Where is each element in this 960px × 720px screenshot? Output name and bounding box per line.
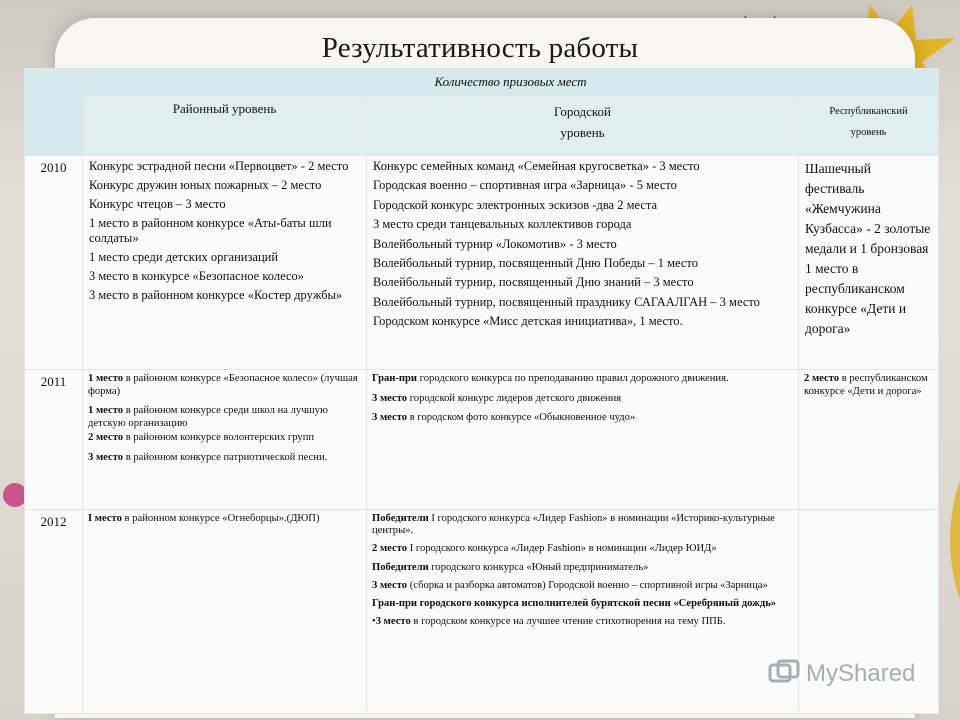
level-district-label: Районный уровень: [172, 101, 277, 116]
list-item: 2 место в районном конкурсе волонтерских групп: [88, 432, 315, 444]
list-item: Волейбольный турнир, посвященный празднику САГААЛГАН – 3 место: [373, 294, 760, 309]
leaf-right-edge-image: [938, 480, 960, 600]
list-item: Волейбольный турнир «Локомотив» - 3 место: [373, 236, 617, 251]
district-cell: [83, 156, 367, 370]
district-cell: [83, 510, 367, 714]
list-item: 1 место в районном конкурсе «Безопасное колесо» (лучшая форма): [88, 373, 358, 397]
list-item: Конкурс эстрадной песни «Первоцвет» - 2 место: [89, 159, 349, 173]
table-row: [25, 156, 939, 370]
list-item: 1 место в районном конкурсе среди школ на лучшую детскую организацию: [88, 405, 328, 429]
list-item: 2 место в республиканском конкурсе «Дети и дорога»: [804, 373, 928, 397]
list-item: Конкурс дружин юных пожарных – 2 место: [89, 178, 322, 192]
republic-cell: [799, 370, 939, 510]
level-republic-label: Республиканский уровень: [829, 106, 908, 138]
list-item: Волейбольный турнир, посвященный Дню знаний – 3 место: [373, 275, 694, 290]
list-item: 3 место в районном конкурсе «Костер дружбы»: [89, 288, 343, 302]
myshared-logo-icon: [768, 659, 800, 689]
list-item: 3 место в городском фото конкурсе «Обыкновенное чудо»: [372, 412, 636, 424]
level-city-cell: [367, 97, 799, 156]
city-cell: [367, 370, 799, 510]
list-item: Победители I городского конкурса «Лидер Fashion» в номинации «Историко-культурные центры».: [372, 513, 775, 537]
table-row: [25, 370, 939, 510]
list-item: Городском конкурсе «Мисс детская инициатива», 1 место.: [373, 314, 683, 329]
city-cell: [367, 510, 799, 714]
year-cell: 2010: [25, 156, 83, 370]
list-item: 1 место среди детских организаций: [89, 250, 279, 264]
slide-title: Результативность работы: [321, 32, 639, 64]
list-item: Городская военно – спортивная игра «Зарница» - 5 место: [373, 178, 677, 193]
list-item: 1 место в районном конкурсе «Аты-баты шли солдаты»: [89, 216, 332, 245]
level-republic-cell: [799, 97, 939, 156]
list-item: 2 место I городского конкурса «Лидер Fashion» в номинации «Лидер ЮИД»: [372, 543, 717, 555]
list-item: I место в районном конкурсе «Огнеборцы».(ДЮП): [88, 513, 320, 524]
level-city-label: Городской уровень: [554, 104, 611, 140]
list-item: •3 место в городском конкурсе на лучшее чтение стихотворения на тему ППБ.: [372, 616, 726, 628]
list-item: Конкурс семейных команд «Семейная кругосветка» - 3 место: [373, 159, 700, 173]
list-item: Городской конкурс электронных эскизов -два 2 места: [373, 197, 658, 212]
year-cell: 2011: [25, 370, 83, 510]
myshared-watermark: [768, 656, 938, 696]
list-item: 3 место среди танцевальных коллективов города: [373, 217, 632, 232]
table-header-title: Количество призовых мест: [83, 69, 939, 97]
republic-cell: Шашечный фестиваль «Жемчужина Кузбасса» - 2 золотые медали и 1 бронзовая 1 место в республиканском конкурсе «Дети и дорога»: [799, 156, 939, 370]
city-cell: [367, 156, 799, 370]
list-item: 3 место в конкурсе «Безопасное колесо»: [89, 269, 305, 283]
list-item: 3 место городской конкурс лидеров детского движения: [372, 392, 622, 404]
list-item: Победители городского конкурса «Юный предприниматель»: [372, 561, 649, 573]
list-item: Гран-при городского конкурса исполнителей бурятской песни «Серебряный дождь»: [372, 598, 777, 610]
list-item: 3 место (сборка и разборка автоматов) Городской военно – спортивной игры «Зарница»: [372, 579, 768, 591]
bullet-icon: •: [372, 616, 376, 628]
corner-cell: [25, 69, 83, 156]
level-district-cell: [83, 97, 367, 156]
list-item: Гран-при городского конкурса по преподаванию правил дорожного движения.: [372, 373, 729, 384]
watermark-text: MyShared: [806, 660, 916, 687]
year-cell: 2012: [25, 510, 83, 714]
district-cell: [83, 370, 367, 510]
results-table: [24, 68, 939, 714]
list-item: 3 место в районном конкурсе патриотической песни.: [88, 451, 328, 463]
list-item: Волейбольный турнир, посвященный Дню Победы – 1 место: [373, 256, 698, 271]
list-item: Конкурс чтецов – 3 место: [89, 197, 226, 211]
